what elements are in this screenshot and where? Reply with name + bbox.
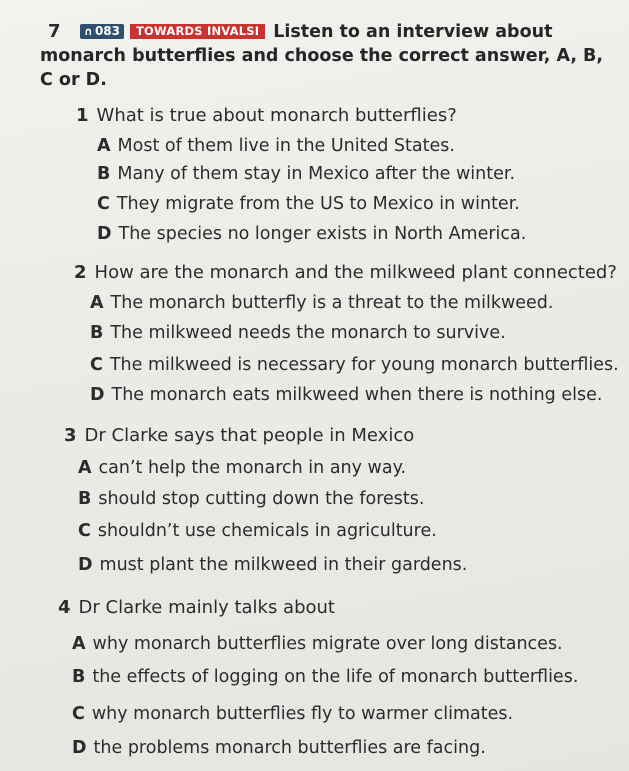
option-letter: C: [97, 194, 110, 214]
question-3-option-c[interactable]: [78, 519, 437, 543]
option-text: shouldn’t use chemicals in agriculture.: [97, 521, 437, 541]
question-text: What is true about monarch butterflies?: [96, 105, 457, 126]
option-text: The species no longer exists in North America.: [118, 224, 527, 244]
option-letter: C: [90, 355, 103, 375]
question-2: [74, 261, 617, 285]
exercise-header: [40, 20, 615, 92]
question-1-option-d[interactable]: [97, 222, 526, 246]
question-3-option-a[interactable]: [78, 456, 406, 480]
question-3: [64, 424, 414, 448]
audio-track-number: 083: [94, 24, 120, 38]
headphones-icon: ∩: [84, 25, 93, 38]
option-letter: C: [78, 521, 91, 541]
option-letter: D: [97, 224, 112, 244]
question-number: 2: [74, 262, 87, 283]
question-4-option-d[interactable]: [72, 736, 486, 760]
question-text: How are the monarch and the milkweed plant connected?: [94, 262, 617, 283]
option-letter: B: [72, 667, 86, 687]
option-text: The milkweed is necessary for young monarch butterflies.: [109, 355, 619, 375]
question-number: 3: [64, 425, 77, 446]
option-letter: B: [90, 323, 104, 343]
question-1: [76, 104, 457, 128]
option-text: The monarch butterfly is a threat to the milkweed.: [110, 293, 554, 313]
option-text: should stop cutting down the forests.: [98, 489, 425, 509]
question-1-option-a[interactable]: [97, 134, 455, 158]
option-text: why monarch butterflies fly to warmer climates.: [91, 704, 514, 724]
option-text: can’t help the monarch in any way.: [98, 458, 407, 478]
question-4-option-a[interactable]: [72, 632, 563, 656]
option-letter: B: [97, 164, 111, 184]
option-letter: A: [97, 136, 111, 156]
option-text: the problems monarch butterflies are facing.: [93, 738, 486, 758]
question-1-option-b[interactable]: [97, 162, 515, 186]
question-number: 4: [58, 597, 71, 618]
question-1-option-c[interactable]: [97, 192, 520, 216]
audio-track-badge: [80, 24, 124, 39]
option-text: why monarch butterflies migrate over long distances.: [92, 634, 563, 654]
question-3-option-d[interactable]: [78, 553, 467, 577]
exercise-number: 7: [48, 21, 61, 42]
question-4-option-c[interactable]: [72, 702, 513, 726]
option-letter: D: [90, 385, 105, 405]
option-letter: B: [78, 489, 92, 509]
option-text: The monarch eats milkweed when there is nothing else.: [111, 385, 603, 405]
towards-invalsi-badge: TOWARDS INVALSI: [130, 24, 265, 39]
option-letter: A: [72, 634, 86, 654]
question-text: Dr Clarke mainly talks about: [78, 597, 335, 618]
question-2-option-c[interactable]: [90, 353, 619, 377]
option-letter: C: [72, 704, 85, 724]
option-text: Most of them live in the United States.: [117, 136, 455, 156]
option-letter: D: [72, 738, 87, 758]
option-text: Many of them stay in Mexico after the winter.: [117, 164, 516, 184]
question-2-option-b[interactable]: [90, 321, 506, 345]
question-3-option-b[interactable]: [78, 487, 424, 511]
question-text: Dr Clarke says that people in Mexico: [84, 425, 415, 446]
option-letter: A: [90, 293, 104, 313]
question-4: [58, 596, 335, 620]
exercise-instruction: Listen to an interview about monarch butterflies and choose the correct answer, A, B, C or D.: [40, 22, 604, 90]
option-text: They migrate from the US to Mexico in winter.: [116, 194, 520, 214]
question-number: 1: [76, 105, 89, 126]
question-4-option-b[interactable]: [72, 665, 578, 689]
option-text: must plant the milkweed in their gardens.: [99, 555, 468, 575]
option-text: the effects of logging on the life of monarch butterflies.: [92, 667, 579, 687]
option-letter: D: [78, 555, 93, 575]
option-text: The milkweed needs the monarch to survive.: [110, 323, 506, 343]
option-letter: A: [78, 458, 92, 478]
question-2-option-a[interactable]: [90, 291, 553, 315]
question-2-option-d[interactable]: [90, 383, 602, 407]
